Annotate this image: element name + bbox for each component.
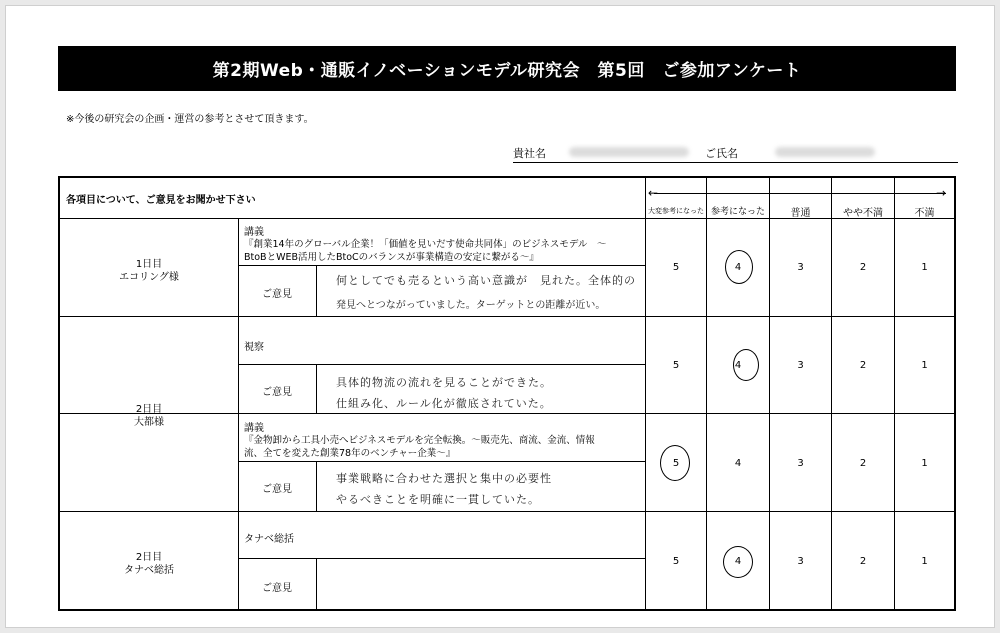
section3-selected-circle: [723, 546, 753, 578]
section2-visit-rating-1[interactable]: 1: [921, 360, 928, 371]
section1-rating-5[interactable]: 5: [672, 262, 680, 273]
section2-lecture-rating-3[interactable]: 3: [797, 458, 804, 469]
section3-rating-4[interactable]: 4: [734, 556, 742, 567]
section1-rating-2[interactable]: 2: [859, 262, 867, 273]
note-text: ※今後の研究会の企画・運営の参考とさせて頂きます。: [66, 114, 314, 125]
section2-lecture-type: 講義: [244, 423, 264, 434]
section2-topic-line2: 流、全てを変えた創業78年のベンチャー企業～』: [244, 448, 456, 459]
section2-lecture-opinion-label: ご意見: [262, 484, 292, 495]
section2-lecture-selected-circle: [660, 445, 690, 481]
company-label: 貴社名: [513, 147, 546, 160]
section1-selected-circle: [725, 250, 753, 284]
scale-arrow-right: →: [936, 186, 947, 200]
section3-day: 2日目: [135, 552, 163, 563]
section3-rating-2[interactable]: 2: [859, 556, 867, 567]
scale-label-4: 参考になった: [710, 207, 765, 217]
section1-speaker: エコリング様: [119, 272, 179, 283]
section1-opinion-label: ご意見: [262, 289, 292, 300]
section1-type: 講義: [244, 227, 264, 238]
section2-visit-opinion-label: ご意見: [262, 387, 292, 398]
company-value-redacted: [569, 147, 689, 157]
section2-lecture-opinion-line1: 事業戦略に合わせた選択と集中の必要性: [336, 472, 552, 485]
name-value-redacted: [775, 147, 875, 157]
section2-visit-rating-3[interactable]: 3: [797, 360, 804, 371]
section1-opinion-line1: 何としてでも売るという高い意識が 見れた。全体的の: [336, 274, 636, 287]
section1-rating-3[interactable]: 3: [797, 262, 804, 273]
section1-rating-1[interactable]: 1: [921, 262, 928, 273]
section2-visit-type: 視察: [244, 342, 264, 353]
survey-sheet: [5, 5, 995, 628]
section2-visit-opinion-line1: 具体的物流の流れを見ることができた。: [336, 376, 552, 389]
section1-opinion-line2: 発見へとつながっていました。ターゲットとの距離が近い。: [336, 300, 606, 311]
section2-lecture-opinion-line2: やるべきことを明確に一貫していた。: [336, 493, 540, 506]
section3-opinion-label: ご意見: [262, 583, 292, 594]
section2-visit-rating-5[interactable]: 5: [672, 360, 680, 371]
section1-topic-line2: BtoBとWEB活用したBtoCのバランスが事業構造の安定に繋がる～』: [244, 252, 539, 263]
page-title: 第2期Web・通販イノベーションモデル研究会 第5回 ご参加アンケート: [58, 46, 956, 91]
section3-rating-5[interactable]: 5: [672, 556, 680, 567]
scale-label-2: やや不満: [843, 208, 883, 219]
section1-day: 1日目: [135, 259, 163, 270]
section3-type: タナベ総括: [244, 534, 294, 545]
survey-table: [58, 176, 956, 611]
respondent-line: [513, 142, 958, 163]
section2-visit-opinion-line2: 仕組み化、ルール化が徹底されていた。: [336, 397, 552, 410]
scale-arrow-left: ←: [648, 186, 659, 200]
section2-lecture-rating-5[interactable]: 5: [672, 458, 680, 469]
section2-lecture-rating-2[interactable]: 2: [859, 458, 867, 469]
section2-visit-rating-4[interactable]: 4: [734, 360, 742, 371]
section2-lecture-rating-4[interactable]: 4: [734, 458, 742, 469]
section3-speaker: タナベ総括: [124, 565, 174, 576]
section3-rating-1[interactable]: 1: [921, 556, 928, 567]
name-label: ご氏名: [705, 147, 738, 160]
question-header: 各項目について、ご意見をお聞かせ下さい: [66, 195, 256, 206]
section1-rating-4[interactable]: 4: [734, 262, 742, 273]
section3-rating-3[interactable]: 3: [797, 556, 804, 567]
scale-label-5: 大変参考になった: [648, 207, 704, 215]
section2-visit-selected-circle: [733, 349, 759, 381]
scale-label-3: 普通: [790, 208, 811, 219]
scale-label-1: 不満: [914, 208, 935, 219]
section2-visit-rating-2[interactable]: 2: [859, 360, 867, 371]
section1-topic-line1: 『創業14年のグローバル企業！「価値を見いだす使命共同体」のビジネスモデル ～: [244, 239, 607, 250]
section2-lecture-rating-1[interactable]: 1: [921, 458, 928, 469]
section2-speaker: 大都様: [134, 417, 164, 428]
section2-topic-line1: 『金物卸から工具小売へビジネスモデルを完全転換。～販売先、商流、金流、情報: [244, 435, 595, 446]
section2-day: 2日目: [135, 404, 163, 415]
